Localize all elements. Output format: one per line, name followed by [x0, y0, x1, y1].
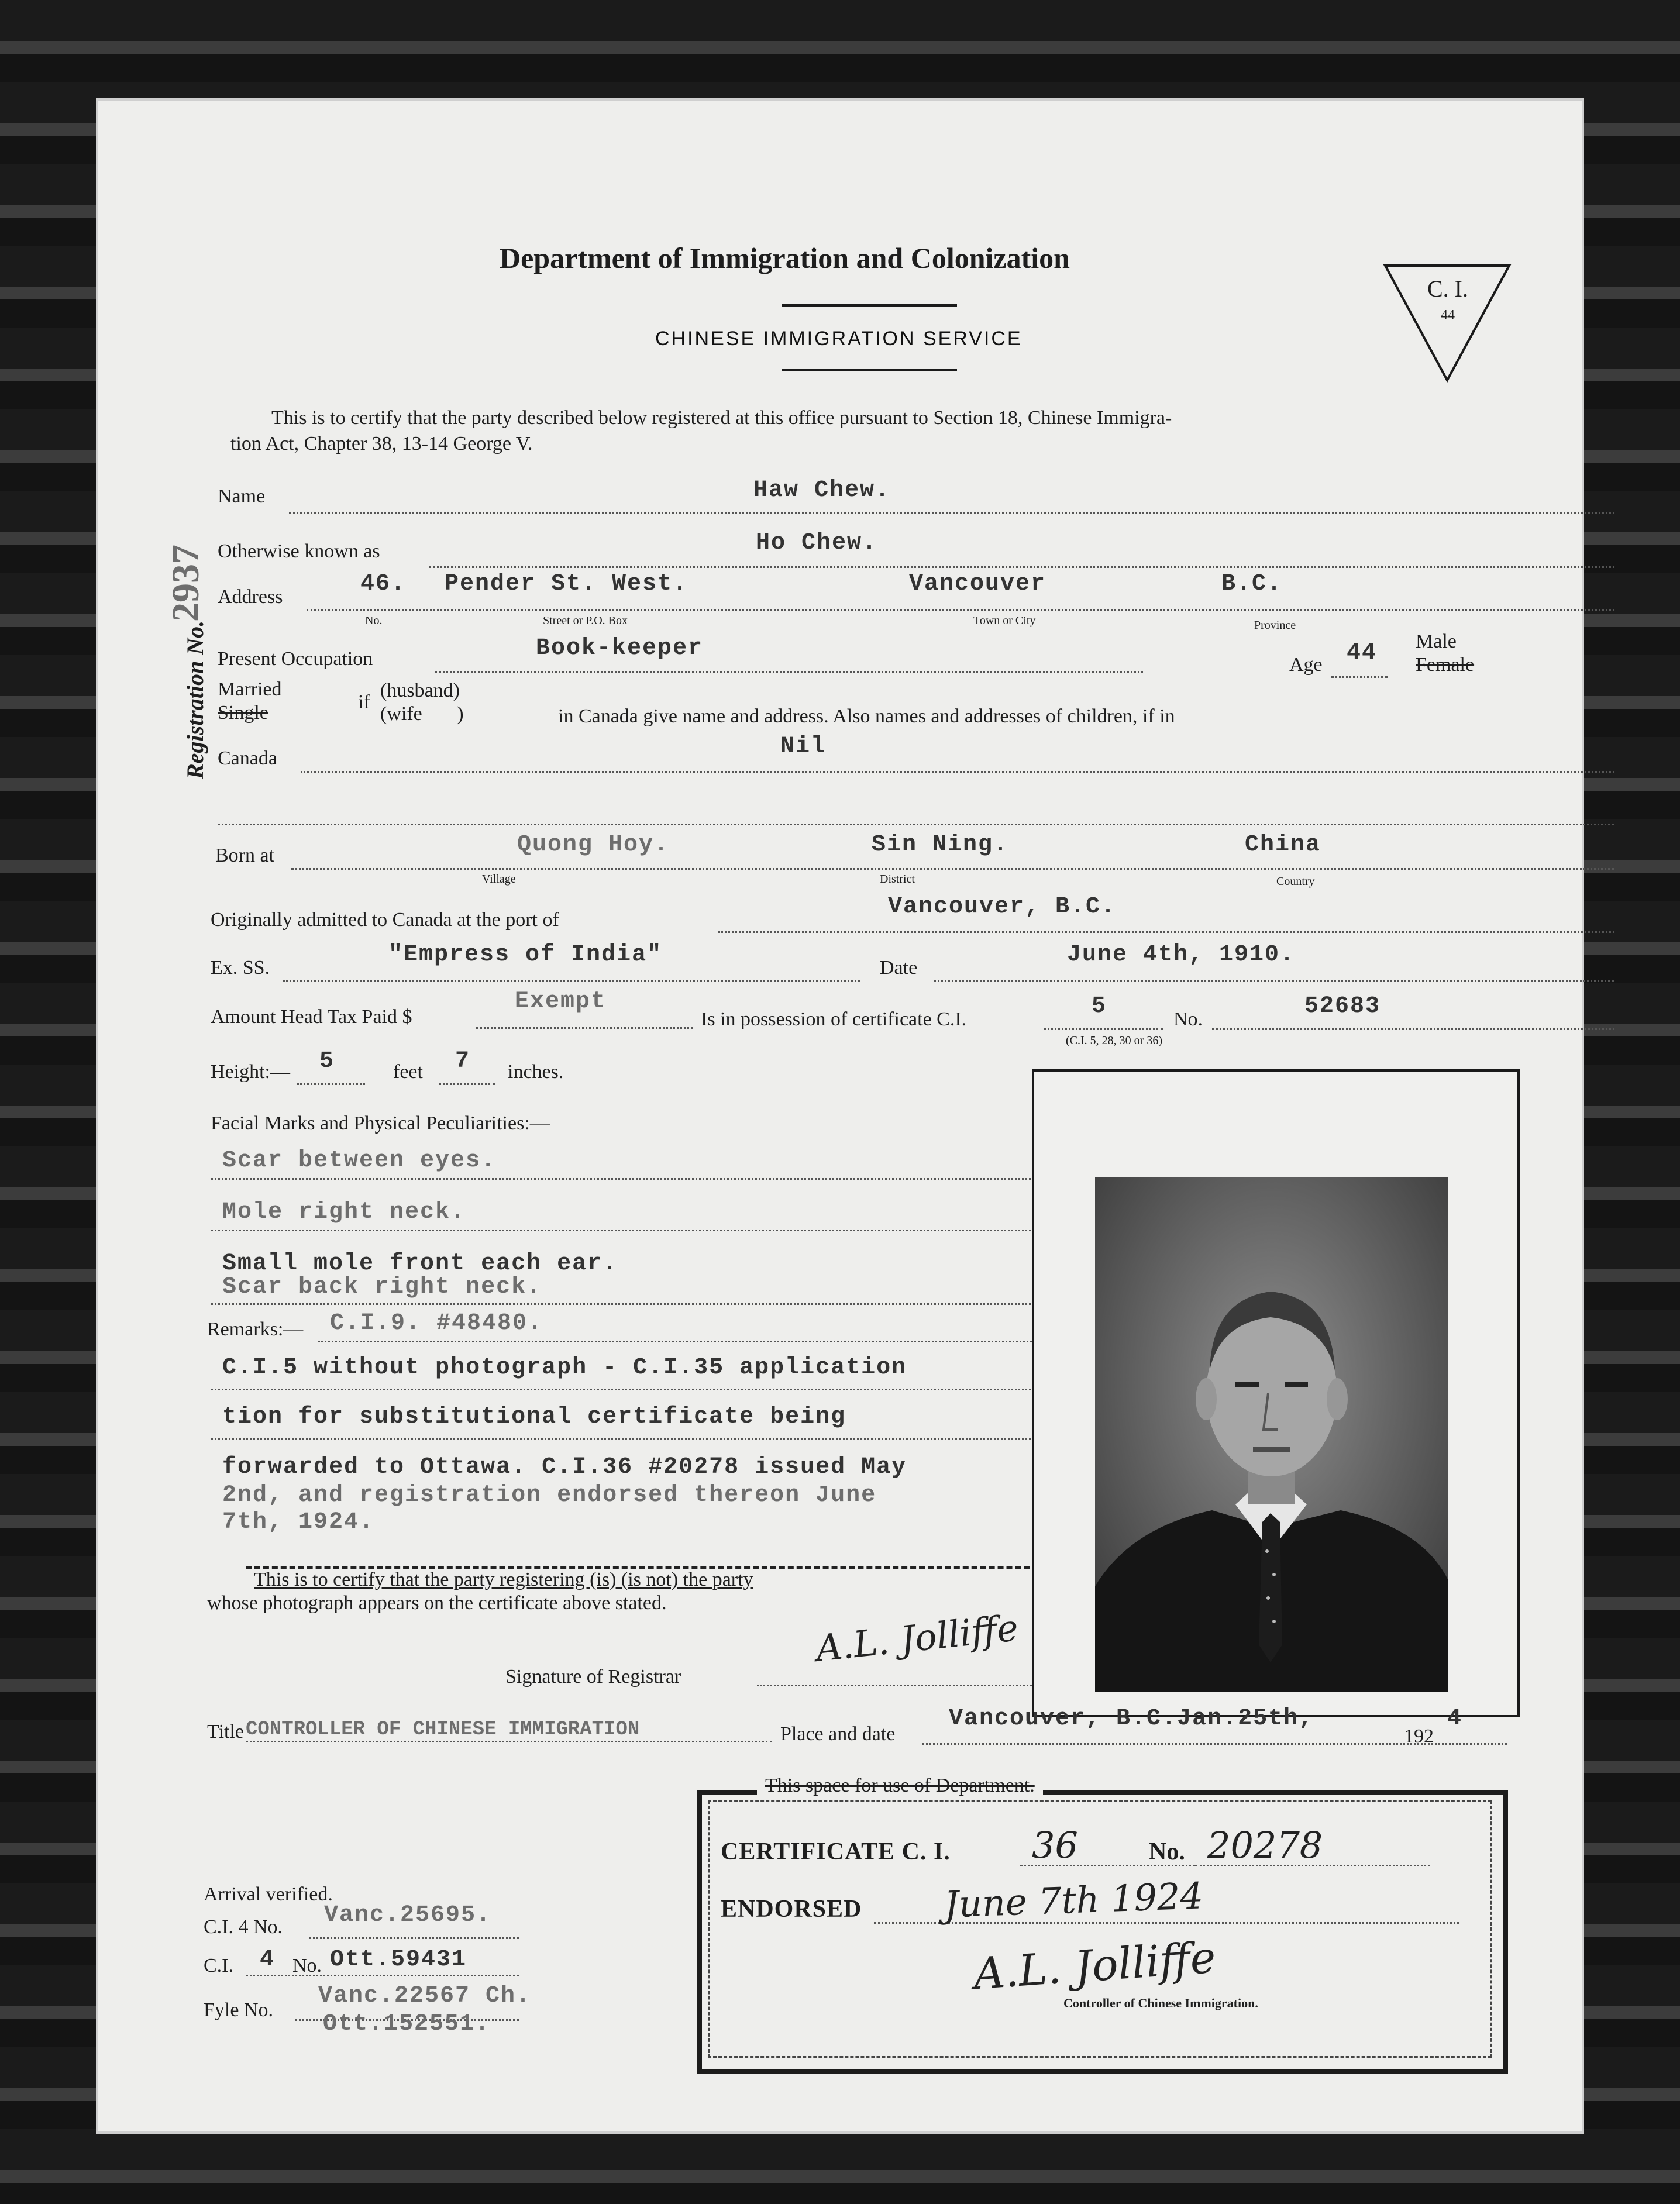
declaration-line-1: This is to certify that the party registering (is) (is not) the party [254, 1569, 753, 1590]
controller-stamp: Controller of Chinese Immigration. [1063, 1996, 1258, 2010]
district-caption: District [880, 873, 915, 886]
department-title: Department of Immigration and Colonization [500, 242, 1070, 274]
if-label: if [358, 691, 370, 713]
facial-line-2: Mole right neck. [222, 1199, 466, 1225]
ci-line [246, 1975, 519, 1976]
occupation-label: Present Occupation [218, 648, 373, 670]
address-line [307, 609, 1614, 611]
place-label: Place and date [780, 1723, 896, 1745]
endorsed-label: ENDORSED [721, 1896, 862, 1923]
canada-line-1 [301, 771, 1614, 773]
ci-num-value: 4 [260, 1947, 276, 1973]
year-digit: 4 [1447, 1706, 1463, 1732]
village-caption: Village [482, 873, 516, 886]
department-box-caption: This space for use of Department. [757, 1775, 1043, 1797]
remarks-rule-0 [318, 1341, 1095, 1342]
tax-value: Exempt [515, 989, 607, 1015]
name-label: Name [218, 485, 266, 507]
fyle-value-2: Ott.152551. [323, 2011, 491, 2037]
facial-rule-1 [211, 1178, 1095, 1180]
applicant-photo [1095, 1177, 1448, 1692]
registration-form [96, 98, 1584, 2134]
canada-label: Canada [218, 748, 277, 769]
name-line [289, 512, 1614, 514]
height-inches-line [439, 1083, 495, 1085]
born-district-value: Sin Ning. [872, 832, 1009, 858]
ship-line [283, 980, 860, 982]
port-line [718, 931, 1614, 933]
feet-label: feet [393, 1061, 423, 1083]
port-value: Vancouver, B.C. [888, 894, 1117, 920]
remarks-line-1: C.I.5 without photograph - C.I.35 application [222, 1355, 907, 1381]
children-value: Nil [780, 733, 827, 760]
date-line [934, 980, 1614, 982]
born-village-value: Quong Hoy. [517, 832, 670, 858]
facial-line-4: Scar back right neck. [222, 1274, 542, 1300]
facial-rule-2 [211, 1230, 1095, 1231]
certificate-no-value: 20278 [1207, 1824, 1323, 1866]
born-label: Born at [215, 845, 275, 866]
endorsed-value: June 7th 1924 [943, 1874, 1204, 1926]
cert-ci-value: 5 [1092, 993, 1107, 1020]
age-value: 44 [1347, 640, 1378, 666]
remarks-line-3: forwarded to Ottawa. C.I.36 #20278 issued May [222, 1454, 907, 1480]
husband-label: (husband) [380, 680, 460, 701]
applicant-portrait-icon [1095, 1177, 1448, 1692]
address-no-caption: No. [365, 614, 383, 627]
ci4-value: Vanc.25695. [324, 1902, 492, 1928]
ship-label: Ex. SS. [211, 957, 270, 979]
cert-no-value: 52683 [1304, 993, 1381, 1020]
height-feet-line [297, 1083, 365, 1085]
fyle-value-1: Vanc.22567 Ch. [318, 1983, 532, 2009]
form-badge-number: 44 [1441, 308, 1455, 323]
signature-line [757, 1685, 1032, 1686]
canada-line-2 [218, 824, 1614, 825]
registration-label: Registration No. [182, 620, 208, 779]
single-label: Single [218, 702, 268, 724]
arrival-date-value: June 4th, 1910. [1067, 942, 1296, 968]
certificate-no-label: No. [1149, 1838, 1185, 1865]
sex-female: Female [1416, 654, 1475, 676]
fyle-label: Fyle No. [204, 1999, 273, 2021]
address-street-caption: Street or P.O. Box [543, 614, 628, 627]
certify-text-line-2: tion Act, Chapter 38, 13-14 George V. [230, 433, 533, 454]
declaration-line-2: whose photograph appears on the certificate above stated. [207, 1592, 667, 1614]
certify-text-line-1: This is to certify that the party described below registered at this office pursuant to Section 18, Chinese Immigra- [271, 407, 1172, 429]
remarks-rule-1 [211, 1389, 1095, 1390]
title-divider-top [782, 304, 957, 307]
name-value: Haw Chew. [753, 477, 891, 504]
controller-signature: A.L. Jolliffe [972, 1932, 1218, 2000]
remarks-label: Remarks:— [207, 1318, 304, 1340]
cert-ci-line [1044, 1028, 1163, 1030]
remarks-first: C.I.9. #48480. [330, 1310, 543, 1337]
tax-label: Amount Head Tax Paid $ [211, 1006, 412, 1028]
otherwise-label: Otherwise known as [218, 540, 380, 562]
ci-label: C.I. [204, 1955, 233, 1976]
inches-label: inches. [508, 1061, 564, 1083]
declaration-strike [246, 1566, 1100, 1569]
signature-label: Signature of Registrar [505, 1666, 681, 1688]
remarks-rule-2 [211, 1438, 1095, 1440]
cert-no-line [1212, 1028, 1614, 1030]
born-line [291, 868, 1614, 870]
ship-value: "Empress of India" [388, 942, 663, 968]
tax-line [476, 1027, 693, 1029]
remarks-line-5: 7th, 1924. [222, 1509, 375, 1535]
registration-number: 2937 [164, 545, 207, 622]
service-title: CHINESE IMMIGRATION SERVICE [655, 328, 1023, 350]
facial-rule-3 [211, 1303, 1095, 1305]
otherwise-line [429, 566, 1614, 568]
ci4-line [309, 1937, 519, 1939]
height-feet-value: 5 [319, 1048, 335, 1075]
address-city-caption: Town or City [973, 614, 1036, 627]
title-value: CONTROLLER OF CHINESE IMMIGRATION [246, 1719, 640, 1741]
certificate-ci-value: 36 [1032, 1824, 1078, 1866]
registrar-signature: A.L. Jolliffe [814, 1606, 1021, 1670]
form-badge-code: C. I. [1427, 276, 1468, 302]
wife-label: (wife ) [380, 703, 464, 725]
occupation-value: Book-keeper [536, 635, 704, 662]
address-label: Address [218, 586, 283, 608]
port-label: Originally admitted to Canada at the port of [211, 909, 559, 931]
ci-value: Ott.59431 [330, 1947, 467, 1973]
married-label: Married [218, 679, 282, 700]
country-caption: Country [1276, 875, 1315, 888]
address-street-value: Pender St. West. [445, 571, 688, 597]
ci4-label: C.I. 4 No. [204, 1916, 283, 1938]
title-label: Title [207, 1721, 245, 1742]
age-label: Age [1289, 654, 1323, 676]
facial-label: Facial Marks and Physical Peculiarities:— [211, 1113, 550, 1134]
place-value: Vancouver, B.C.Jan.25th, [949, 1706, 1314, 1732]
address-no-value: 46. [360, 571, 407, 597]
certificate-label: CERTIFICATE C. I. [721, 1838, 951, 1865]
cert-no-label: No. [1173, 1008, 1203, 1030]
ci-no-label: No. [292, 1955, 322, 1976]
facial-line-3: Small mole front each ear. [222, 1251, 618, 1277]
address-province-caption: Province [1254, 619, 1296, 632]
date-label: Date [880, 957, 918, 979]
address-city-value: Vancouver [909, 571, 1046, 597]
born-country-value: China [1245, 832, 1321, 858]
occupation-line [435, 671, 1143, 673]
children-text: in Canada give name and address. Also names and addresses of children, if in [558, 705, 1175, 727]
otherwise-value: Ho Chew. [756, 530, 878, 556]
year-prefix: 192 [1404, 1726, 1434, 1747]
title-divider-bottom [782, 369, 957, 371]
address-province-value: B.C. [1221, 571, 1283, 597]
cert-caption: (C.I. 5, 28, 30 or 36) [1066, 1034, 1162, 1047]
arrival-verified-label: Arrival verified. [204, 1883, 333, 1905]
age-line [1331, 676, 1388, 678]
height-label: Height:— [211, 1061, 290, 1083]
remarks-line-4: 2nd, and registration endorsed thereon June [222, 1482, 877, 1509]
title-line [246, 1741, 772, 1742]
sex-male: Male [1416, 631, 1457, 652]
cert-label: Is in possession of certificate C.I. [701, 1008, 967, 1030]
facial-line-1: Scar between eyes. [222, 1148, 497, 1174]
height-inches-value: 7 [455, 1048, 471, 1075]
remarks-line-2: tion for substitutional certificate being [222, 1404, 846, 1430]
